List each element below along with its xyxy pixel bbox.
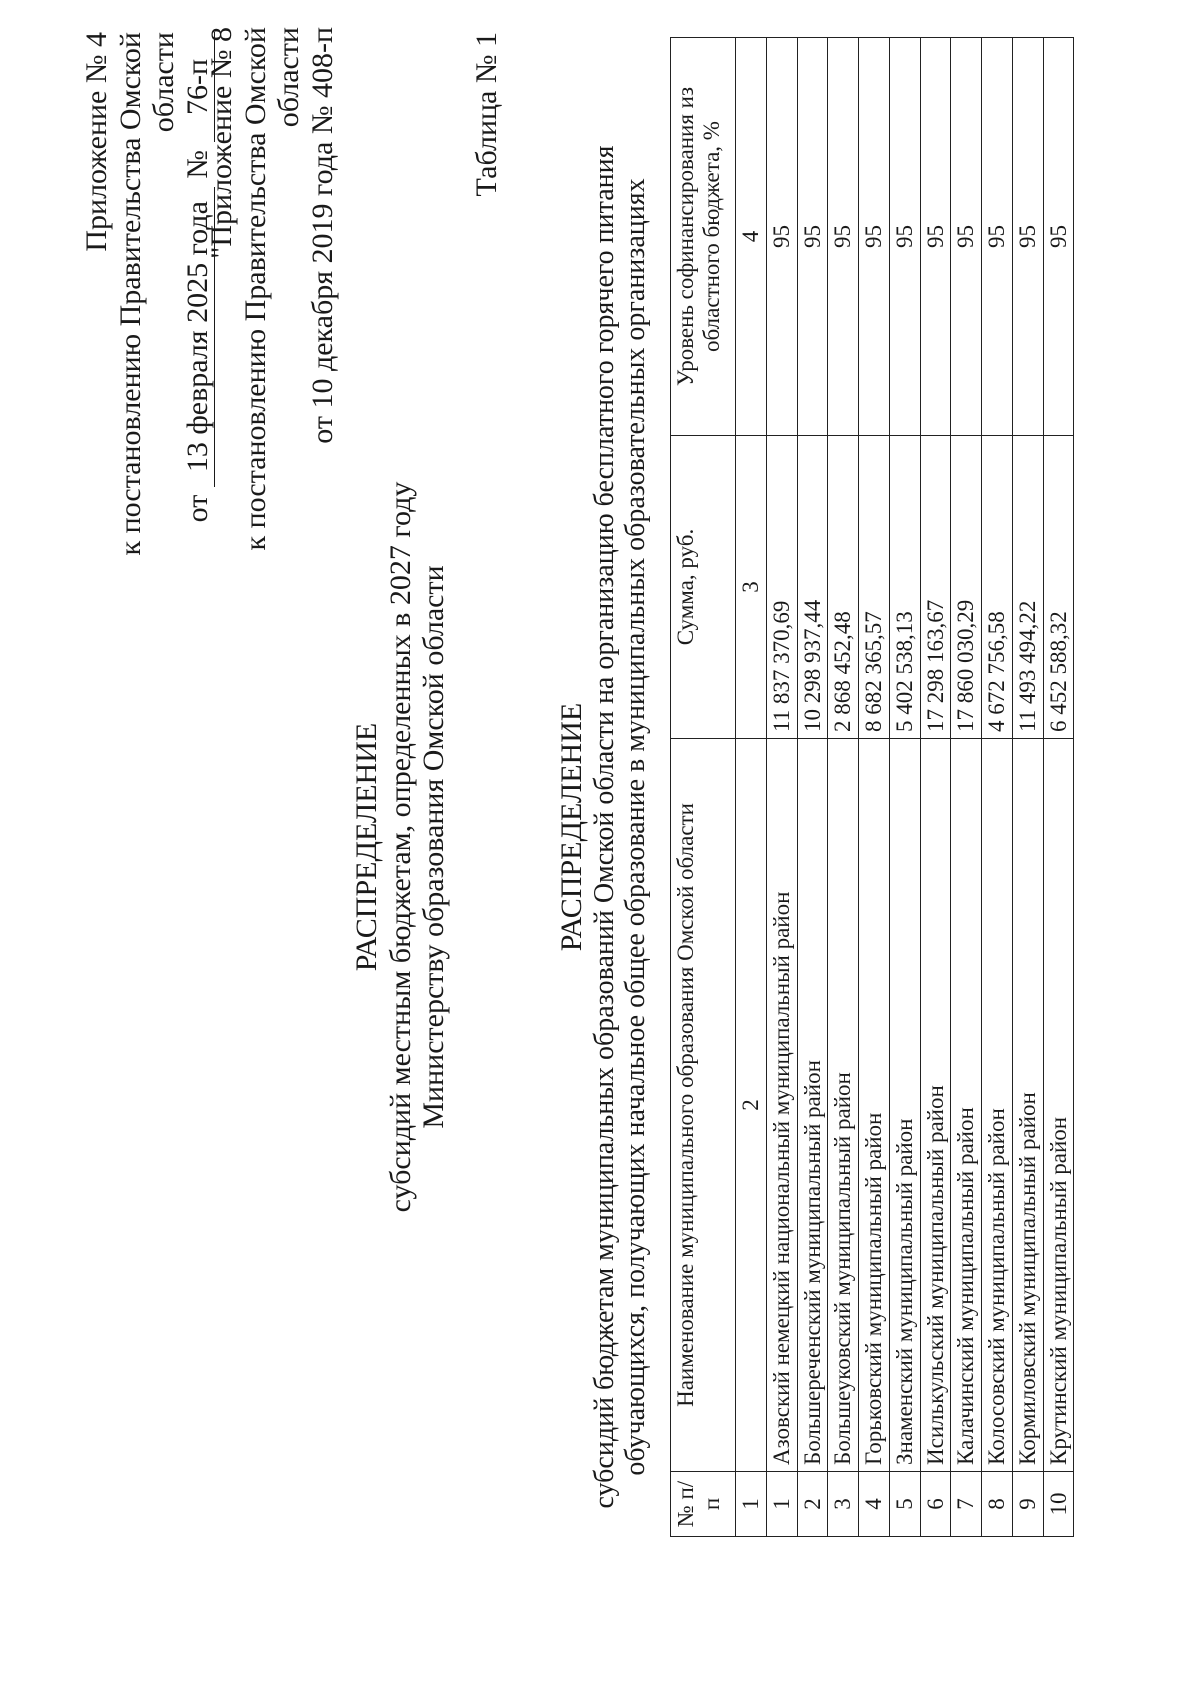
row-number: 8 bbox=[982, 1472, 1013, 1537]
row-number: 3 bbox=[828, 1472, 859, 1537]
table-header-row bbox=[671, 38, 736, 1537]
column-number-row bbox=[736, 38, 767, 1537]
annex-8-resolution: к постановлению Правительства Омской области bbox=[238, 27, 306, 551]
row-level: 95 bbox=[766, 38, 797, 436]
row-name: Крутинский муниципальный район bbox=[1043, 739, 1074, 1472]
row-level: 95 bbox=[920, 38, 951, 436]
resolution-title: к постановлению Правительства Омской области bbox=[113, 32, 181, 556]
row-level: 95 bbox=[797, 38, 828, 436]
row-name: Большеуковский муниципальный район bbox=[828, 739, 859, 1472]
row-number: 5 bbox=[889, 1472, 920, 1537]
row-sum: 2 868 452,48 bbox=[828, 436, 859, 739]
table-row bbox=[1043, 38, 1074, 1537]
title-1-heading: РАСПРЕДЕЛЕНИЕ bbox=[350, 722, 383, 972]
table-row bbox=[766, 38, 797, 1537]
table-row bbox=[920, 38, 951, 1537]
resolution-reference bbox=[80, 32, 215, 577]
row-level: 95 bbox=[1012, 38, 1043, 436]
row-sum: 17 298 163,67 bbox=[920, 436, 951, 739]
table-row bbox=[859, 38, 890, 1537]
column-number: 4 bbox=[736, 38, 767, 436]
col-header-sum: Сумма, руб. bbox=[671, 436, 736, 739]
resolution-date: 13 февраля 2025 года bbox=[181, 187, 216, 487]
table-row bbox=[951, 38, 982, 1537]
table-row bbox=[797, 38, 828, 1537]
row-number: 9 bbox=[1012, 1472, 1043, 1537]
row-name: Знаменский муниципальный район bbox=[889, 739, 920, 1472]
column-number: 3 bbox=[736, 436, 767, 739]
row-sum: 11 493 494,22 bbox=[1012, 436, 1043, 739]
row-name: Колосовский муниципальный район bbox=[982, 739, 1013, 1472]
title-2-heading: РАСПРЕДЕЛЕНИЕ bbox=[555, 702, 588, 952]
row-number: 10 bbox=[1043, 1472, 1074, 1537]
row-number: 4 bbox=[859, 1472, 890, 1537]
from-label: от bbox=[180, 494, 214, 523]
row-sum: 5 402 538,13 bbox=[889, 436, 920, 739]
title-1-line-1: субсидий местным бюджетам, определенных в 2027 году bbox=[383, 481, 417, 1213]
distribution-title-2 bbox=[555, 47, 651, 1607]
table-row bbox=[982, 38, 1013, 1537]
row-sum: 8 682 365,57 bbox=[859, 436, 890, 739]
row-sum: 10 298 937,44 bbox=[797, 436, 828, 739]
column-number: 1 bbox=[736, 1472, 767, 1537]
row-sum: 6 452 588,32 bbox=[1043, 436, 1074, 739]
subsidy-table bbox=[670, 37, 1074, 1537]
column-number: 2 bbox=[736, 739, 767, 1472]
row-level: 95 bbox=[859, 38, 890, 436]
row-name: Кормиловский муниципальный район bbox=[1012, 739, 1043, 1472]
table-row bbox=[1012, 38, 1043, 1537]
table-number: Таблица № 1 bbox=[470, 32, 503, 197]
appendix-number: Приложение № 4 bbox=[80, 32, 113, 252]
row-level: 95 bbox=[951, 38, 982, 436]
title-2-line-1: субсидий бюджетам муниципальных образований Омской области на организацию бесплатного горячего питания bbox=[588, 145, 620, 1509]
col-header-name: Наименование муниципального образования Омской области bbox=[671, 739, 736, 1472]
row-name: Горьковский муниципальный район bbox=[859, 739, 890, 1472]
number-label: № bbox=[180, 150, 214, 179]
row-number: 1 bbox=[766, 1472, 797, 1537]
row-sum: 11 837 370,69 bbox=[766, 436, 797, 739]
annex-8-reference bbox=[205, 27, 339, 587]
table-row bbox=[828, 38, 859, 1537]
row-name: Калачинский муниципальный район bbox=[951, 739, 982, 1472]
row-name: Исилькульский муниципальный район bbox=[920, 739, 951, 1472]
title-2-line-2: обучающихся, получающих начальное общее образование в муниципальных образовательных организациях bbox=[619, 178, 651, 1476]
row-name: Азовский немецкий национальный муниципальный район bbox=[766, 739, 797, 1472]
row-name: Большереченский муниципальный район bbox=[797, 739, 828, 1472]
row-number: 7 bbox=[951, 1472, 982, 1537]
row-sum: 17 860 030,29 bbox=[951, 436, 982, 739]
resolution-number: 76-п bbox=[181, 32, 216, 142]
col-header-level: Уровень софинансирования из областного бюджета, % bbox=[671, 38, 736, 436]
table-row bbox=[889, 38, 920, 1537]
row-number: 6 bbox=[920, 1472, 951, 1537]
title-1-line-2: Министерству образования Омской области bbox=[417, 565, 451, 1129]
annex-8-date: от 10 декабря 2019 года № 408-п bbox=[305, 27, 339, 444]
annex-8-title: "Приложение № 8 bbox=[205, 27, 238, 259]
row-level: 95 bbox=[828, 38, 859, 436]
row-number: 2 bbox=[797, 1472, 828, 1537]
row-level: 95 bbox=[1043, 38, 1074, 436]
row-level: 95 bbox=[889, 38, 920, 436]
col-header-number: № п/п bbox=[671, 1472, 736, 1537]
distribution-title-1 bbox=[350, 297, 451, 1397]
row-sum: 4 672 756,58 bbox=[982, 436, 1013, 739]
row-level: 95 bbox=[982, 38, 1013, 436]
